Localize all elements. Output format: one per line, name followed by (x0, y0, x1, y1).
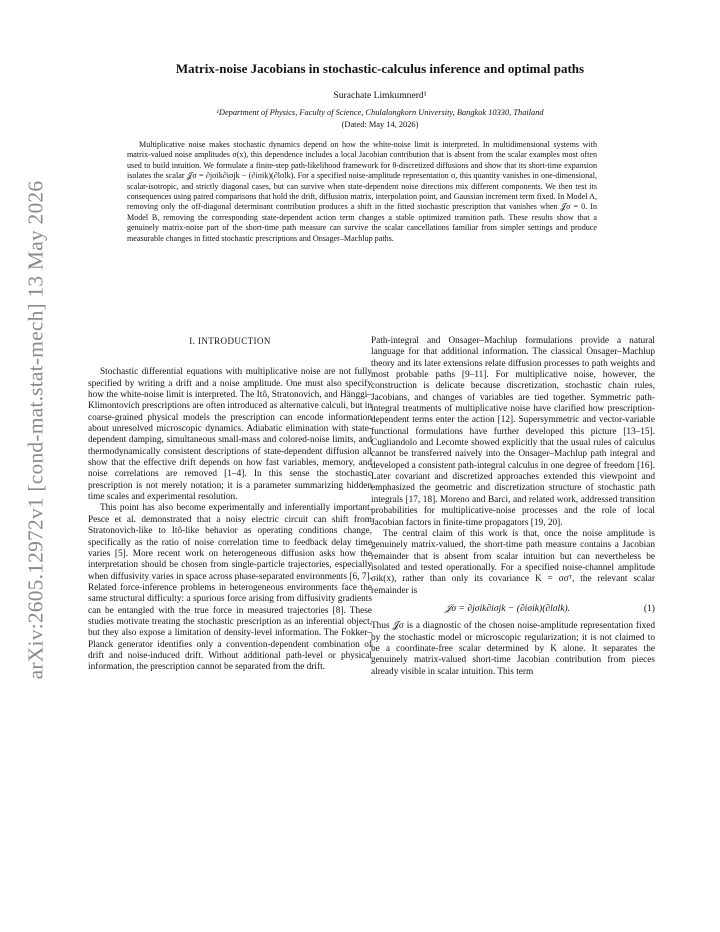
author-affiliation: ¹Department of Physics, Faculty of Science, Chulalongkorn University, Bangkok 10330, Thailand (216, 108, 544, 117)
paper-date: (Dated: May 14, 2026) (341, 120, 419, 129)
equation-formula: 𝒥σ = ∂jσik∂iσjk − (∂iσik)(∂lσlk). (444, 602, 571, 614)
equation-1 (371, 603, 655, 614)
arxiv-watermark (16, 170, 56, 690)
intro-paragraph-4: The central claim of this work is that, once the noise amplitude is genuinely matrix-valued, the short-time path measure contains a Jacobian remainder that is absent from scalar intuition but can nevertheless be isolated and tested operationally. For a specified noise-channel amplitude σik(x), rather than only its covariance K = σσᵀ, the relevant scalar remainder is (371, 528, 655, 596)
paper-title: Matrix-noise Jacobians in stochastic-calculus inference and optimal paths (175, 61, 585, 76)
abstract: Multiplicative noise makes stochastic dynamics depend on how the white-noise limit is interpreted. In multidimensional systems with matrix-valued noise amplitudes σ(x), this dependence includes a local Jacobian contribution that is absent from the scalar examples most often used to build intuition. We formulate a finite-step path-likelihood framework for θ-discretized diffusions and show that its short-time expansion isolates the scalar 𝒥σ = ∂jσik∂iσjk − (∂iσik)(∂lσlk). For a specified noise-amplitude representation σ, this quantity vanishes in one-dimensional, scalar-isotropic, and strictly diagonal cases, but can survive when state-dependent noise directions mix different components. We then test its consequences using paired comparisons that hold the drift, diffusion matrix, interpolation point, and Gaussian increment term fixed. In Model A, removing only the off-diagonal determinant contribution produces a shift in the fitted stochastic prescription that vanishes when 𝒥σ = 0. In Model B, removing the corresponding state-dependent action term changes a stable optimized transition path. These results show that a genuinely matrix-noise part of the short-time path measure can survive the scalar cancellations familiar from simpler settings and produce measurable changes in fitted stochastic prescriptions and Onsager–Machlup paths. (127, 140, 597, 243)
equation-number: (1) (643, 602, 655, 614)
right-column (371, 336, 655, 678)
author-name: Surachate Limkumnerd¹ (333, 90, 427, 101)
section-heading: I. INTRODUCTION (189, 336, 271, 346)
left-column (88, 336, 372, 674)
intro-paragraph-5: Thus 𝒥σ is a diagnostic of the chosen noise-amplitude representation fixed by the stochastic model or microscopic regularization; it is not claimed to be a coordinate-free scalar determined by K alone. It separates the genuinely matrix-valued short-time Jacobian contribution from pieces already visible in scalar intuition. This term (371, 621, 655, 677)
arxiv-identifier: arXiv:2605.12972v1 [cond-mat.stat-mech] 13 May 2026 (23, 180, 48, 680)
intro-paragraph-1: Stochastic differential equations with multiplicative noise are not fully specified by writing a drift and a noise amplitude. One must also specify how the white-noise limit is interpreted. The Itô, Stratonovich, and Hänggi–Klimontovich prescriptions are often introduced as alternative calculi, but in coarse-grained physical models the prescription can encode information about unresolved microscopic dynamics. Adiabatic elimination with state-dependent damping, simultaneous small-mass and colored-noise limits, and thermodynamically consistent descriptions of state-dependent diffusion all show that the effective drift depends on how fast variables, memory, and noise correlations are removed [1–4]. In this sense the stochastic prescription is not merely notation; it is a parameter summarizing hidden time scales and experimental resolution. (88, 367, 372, 503)
intro-paragraph-2: This point has also become experimentally and inferentially important. Pesce et al. demonstrated that a noisy electric circuit can shift from Stratonovich-like to Itô-like behavior as operating conditions change, specifically as the ratio of noise correlation time to feedback delay time varies [5]. More recent work on heterogeneous diffusion asks how the interpretation should be chosen from single-particle trajectories, especially when diffusivity varies in space across phase-separated environments [6, 7]. Related force-inference problems in heterogeneous environments face the same structural difficulty: a spurious force arising from diffusivity gradients can be entangled with the true force in measured trajectories [8]. These studies motivate treating the stochastic prescription as an inferential object, but they also expose a limitation of density-level information. The Fokker–Planck generator identifies only a convention-dependent combination of drift and noise-induced drift. Without additional path-level or physical information, the prescription cannot be separated from the drift. (88, 503, 372, 673)
intro-paragraph-3: Path-integral and Onsager–Machlup formulations provide a natural language for that additional information. The classical Onsager–Machlup theory and its later extensions relate diffusion processes to path weights and most probable paths [9–11]. For multiplicative noise, however, the construction is delicate because discretization, stochastic chain rules, Jacobians, and changes of variables are tied together. Symmetric path-integral treatments of multiplicative noise have clarified how prescription-dependent terms enter the action [12]. Supersymmetric and vector-variable functional formulations have further developed this picture [13–15]. Cugliandolo and Lecomte showed explicitly that the usual rules of calculus cannot be transferred naively into the Onsager–Machlup path integral and developed a consistent path-integral calculus in one degree of freedom [16]. Later covariant and discretized approaches extended this viewpoint and emphasized the geometric and discretization structure of stochastic path integrals [17, 18]. Moreno and Barci, and related work, addressed transition probabilities for multiplicative-noise processes and the role of local Jacobian factors in finite-time propagators [19, 20]. (371, 336, 655, 528)
